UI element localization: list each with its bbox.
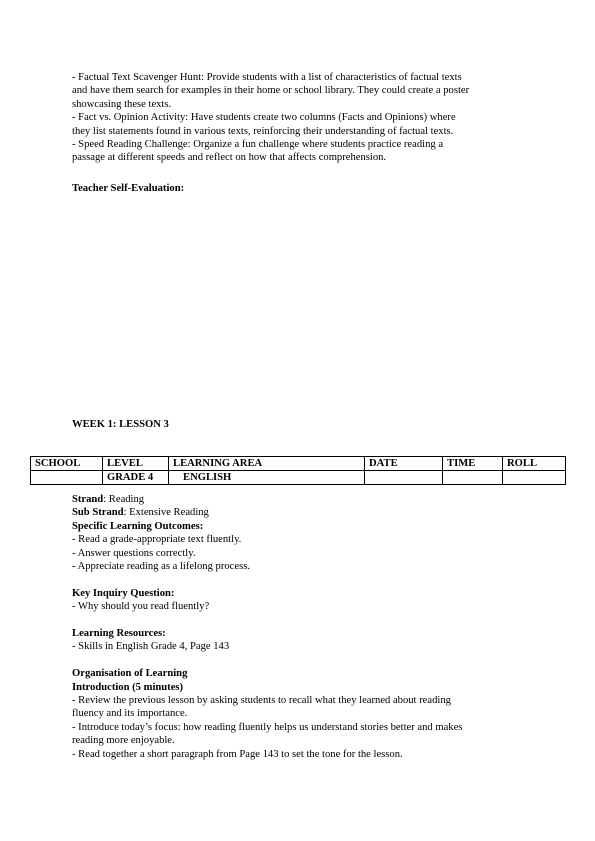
- list-item: - Appreciate reading as a lifelong process.: [72, 561, 250, 573]
- header-learning-area: LEARNING AREA: [169, 457, 365, 471]
- week-lesson-heading: WEEK 1: LESSON 3: [72, 419, 169, 430]
- cell-roll: [503, 471, 566, 485]
- cell-date: [365, 471, 443, 485]
- activity-line: - Speed Reading Challenge: Organize a fun challenge where students practice reading a: [72, 139, 444, 151]
- list-item: - Skills in English Grade 4, Page 143: [72, 641, 230, 653]
- cell-school: [31, 471, 103, 485]
- lesson-info-table: [30, 456, 566, 485]
- header-school: SCHOOL: [31, 457, 103, 471]
- table-row: [31, 471, 566, 485]
- header-roll: ROLL: [503, 457, 566, 471]
- sub-strand-label: Sub Strand: [72, 507, 124, 519]
- inquiry-heading: Key Inquiry Question:: [72, 587, 175, 599]
- strand-value: : Reading: [103, 494, 145, 505]
- activity-line: and have them search for examples in their home or school library. They could create a poster: [72, 85, 470, 97]
- organisation-line: reading more enjoyable.: [72, 735, 175, 747]
- cell-learning-area: ENGLISH: [169, 471, 365, 485]
- cell-level: GRADE 4: [103, 471, 169, 485]
- activity-line: - Factual Text Scavenger Hunt: Provide students with a list of characteristics of factual texts: [72, 72, 462, 83]
- sub-strand-line: [72, 506, 532, 519]
- self-evaluation-heading: Teacher Self-Evaluation:: [72, 183, 185, 194]
- cell-time: [443, 471, 503, 485]
- header-time: TIME: [443, 457, 503, 471]
- strand-line: [72, 493, 532, 506]
- activities-section: [72, 71, 532, 165]
- resources-heading: Learning Resources:: [72, 628, 166, 640]
- activity-line: passage at different speeds and reflect on how that affects comprehension.: [72, 152, 387, 164]
- organisation-line: - Read together a short paragraph from Page 143 to set the tone for the lesson.: [72, 748, 403, 760]
- header-level: LEVEL: [103, 457, 169, 471]
- organisation-line: - Review the previous lesson by asking students to recall what they learned about reading: [72, 695, 451, 707]
- list-item: - Answer questions correctly.: [72, 547, 196, 559]
- outcomes-heading: Specific Learning Outcomes:: [72, 520, 204, 532]
- activity-line: - Fact vs. Opinion Activity: Have students create two columns (Facts and Opinions) where: [72, 112, 456, 124]
- list-item: - Read a grade-appropriate text fluently.: [72, 534, 242, 546]
- activity-line: they list statements found in various texts, reinforcing their understanding of factual texts.: [72, 125, 454, 137]
- list-item: - Why should you read fluently?: [72, 601, 210, 613]
- organisation-heading: Organisation of Learning: [72, 668, 188, 680]
- introduction-subheading: Introduction (5 minutes): [72, 681, 184, 693]
- lesson-details: [72, 493, 532, 761]
- activity-line: showcasing these texts.: [72, 98, 172, 110]
- header-date: DATE: [365, 457, 443, 471]
- organisation-line: fluency and its importance.: [72, 708, 188, 720]
- sub-strand-value: : Extensive Reading: [123, 507, 209, 519]
- strand-label: Strand: [72, 494, 104, 505]
- table-header-row: [31, 457, 566, 471]
- organisation-line: - Introduce today’s focus: how reading fluently helps us understand stories better and makes: [72, 721, 463, 733]
